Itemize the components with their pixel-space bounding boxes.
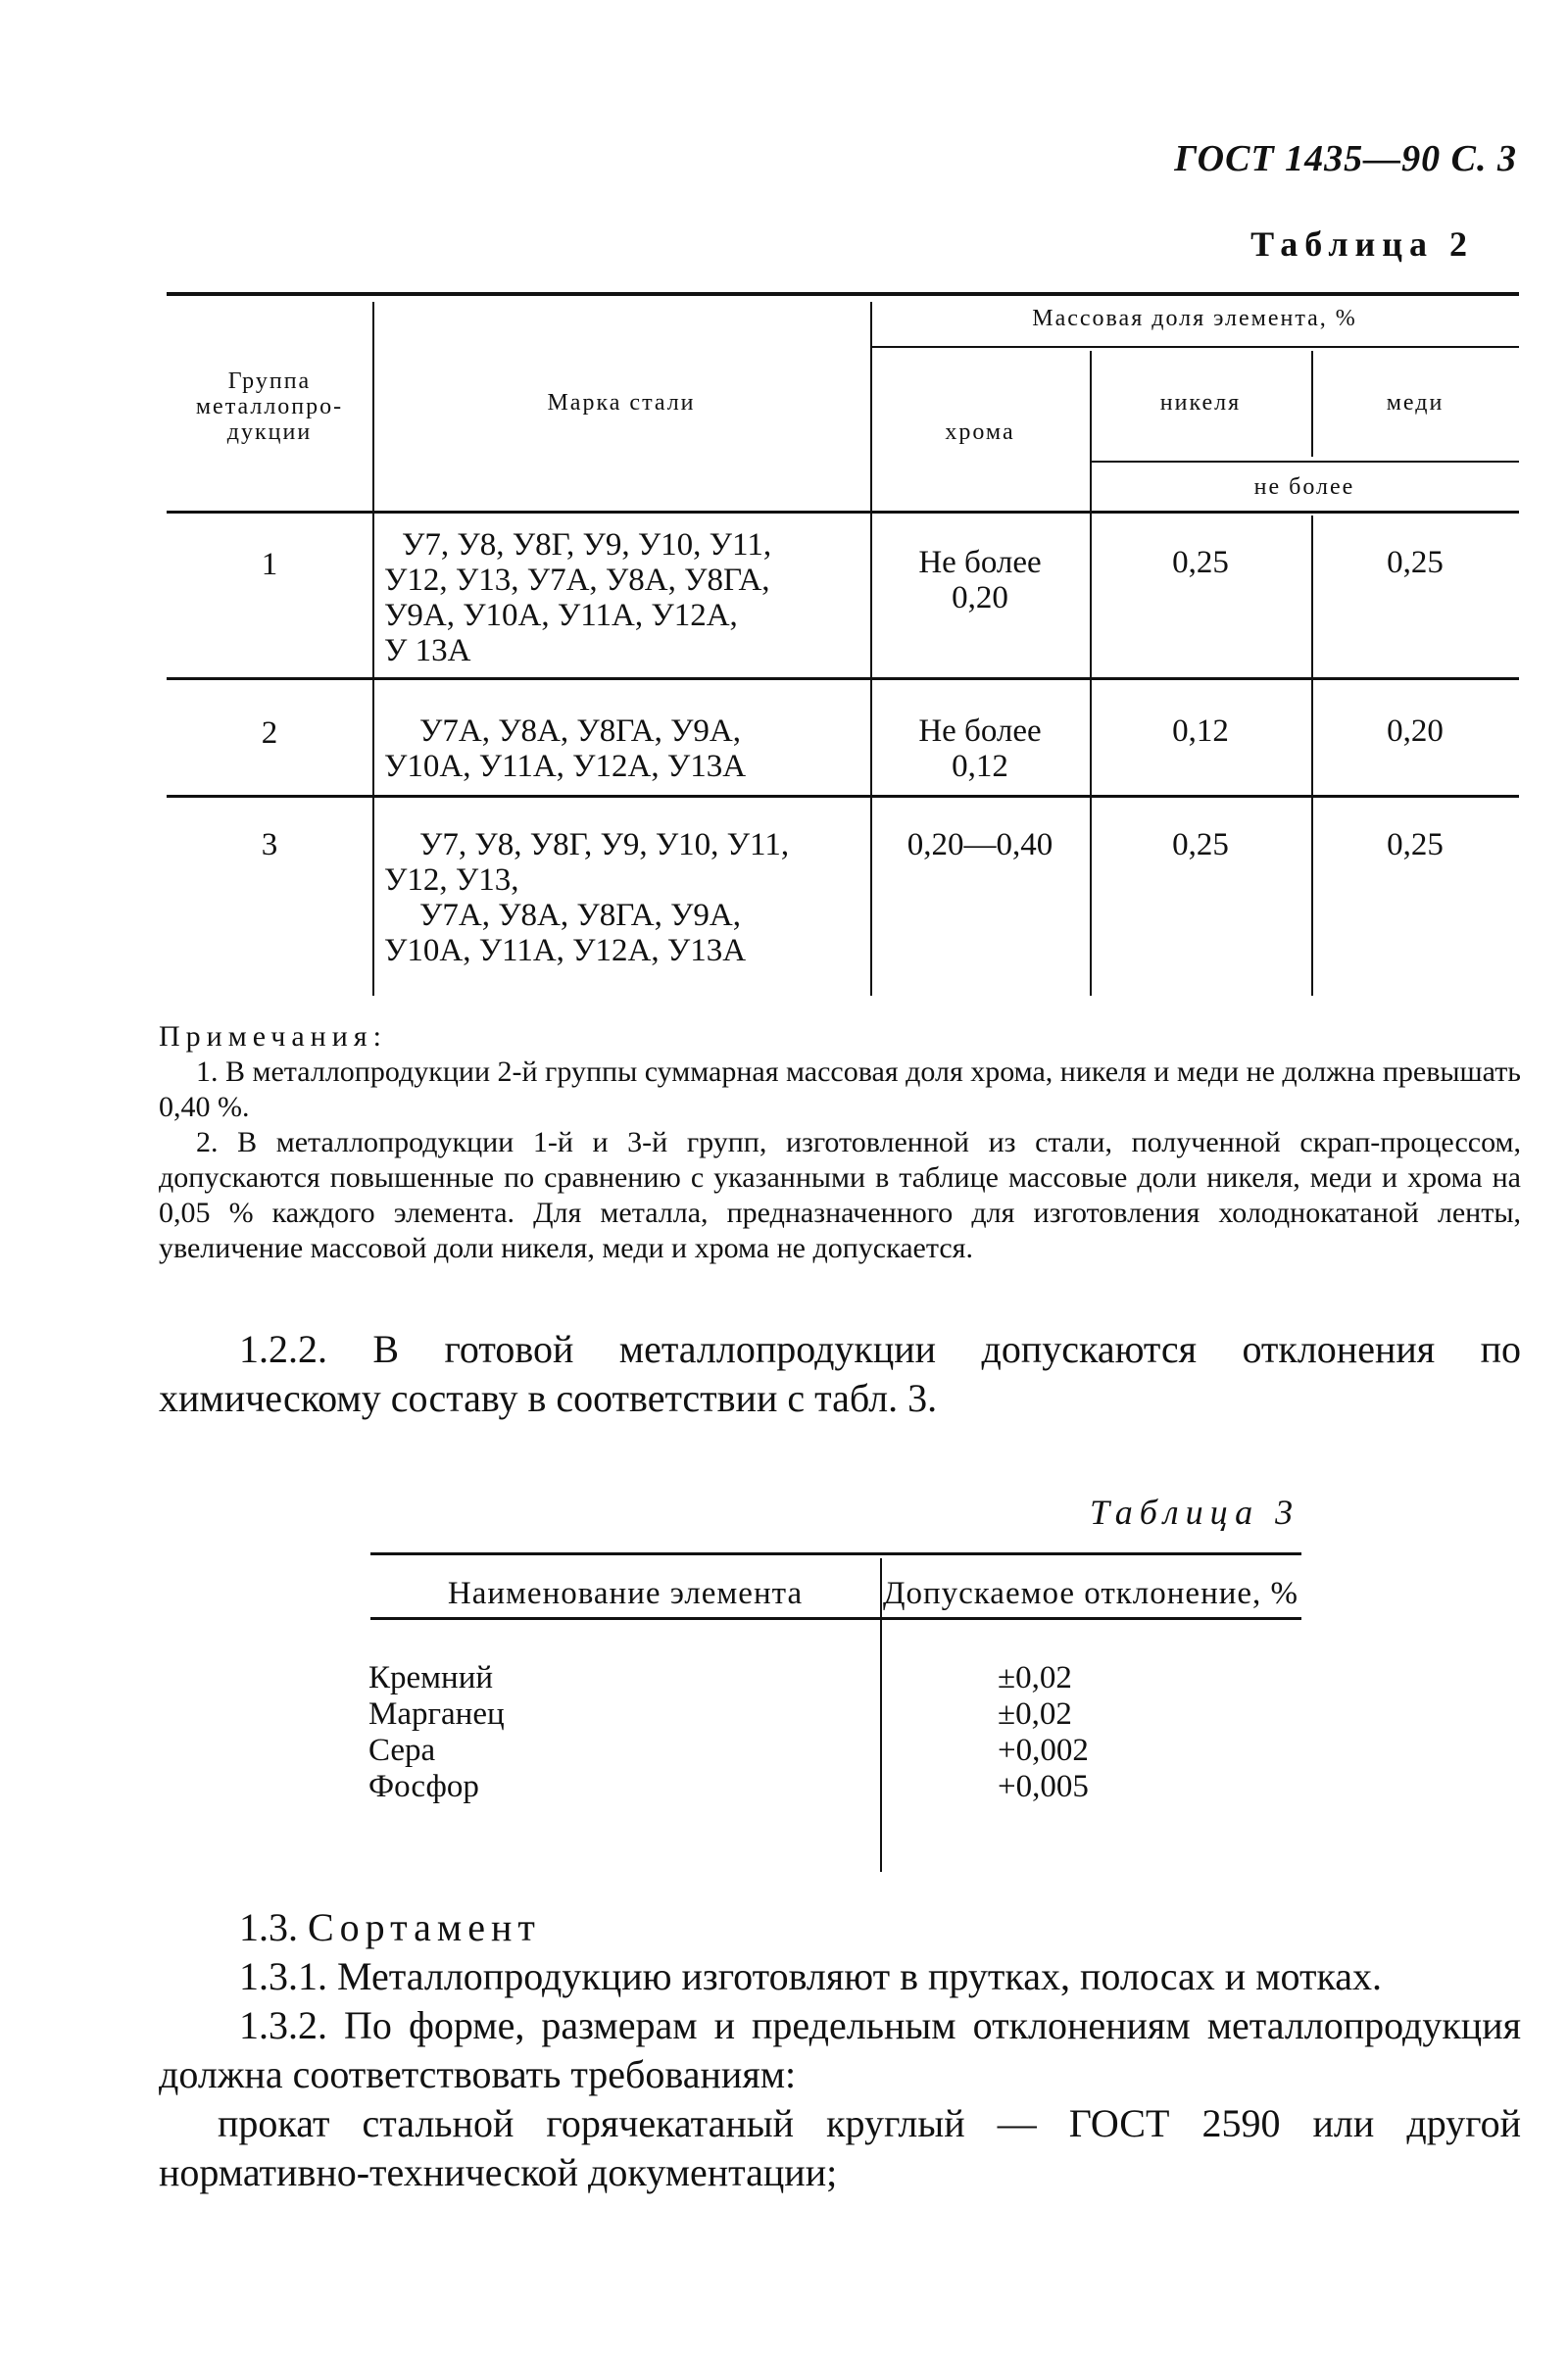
- row2-grades: У7А, У8А, У8ГА, У9А, У10А, У11А, У12А, У13А: [384, 713, 747, 784]
- table3: [370, 1552, 1301, 1876]
- row3-nickel: 0,25: [1172, 827, 1229, 862]
- table2-caption: Таблица 2: [1250, 224, 1474, 264]
- header-grade: Марка стали: [547, 390, 696, 416]
- paragraph-1-2-2: 1.2.2. В готовой металлопродукции допускаются отклонения по химическому составу в соответствии с табл. 3.: [159, 1327, 1521, 1420]
- row3-copper: 0,25: [1387, 827, 1444, 862]
- section-1-3: [159, 1903, 1521, 2197]
- t3-header-deviation: Допускаемое отклонение, %: [882, 1576, 1299, 1611]
- header-nickel: никеля: [1159, 390, 1242, 416]
- paragraph-rolled: прокат стальной горячекатаный круглый — ГОСТ 2590 или другой нормативно-технической документации;: [159, 2101, 1521, 2194]
- header-copper: меди: [1386, 390, 1445, 416]
- row2-group: 2: [261, 715, 278, 751]
- row3-grades: У7, У8, У8Г, У9, У10, У11, У12, У13, У7А, У8А, У8ГА, У9А, У10А, У11А, У12А, У13А: [384, 827, 790, 968]
- row3-chromium: 0,20—0,40: [906, 827, 1054, 862]
- header-group: Группа металлопро- дукции: [195, 368, 344, 445]
- row2-chromium: Не более 0,12: [918, 713, 1042, 784]
- t3-header-element: Наименование элемента: [447, 1576, 804, 1611]
- row2-nickel: 0,12: [1172, 713, 1229, 749]
- paragraph-1-3-2: 1.3.2. По форме, размерам и предельным отклонениям металлопродукция должна соответствовать требованиям:: [159, 2003, 1521, 2096]
- table2: [167, 292, 1519, 996]
- row1-grades: У7, У8, У8Г, У9, У10, У11, У12, У13, У7А, У8А, У8ГА, У9А, У10А, У11А, У12А, У 13А: [384, 527, 772, 668]
- header-chromium: хрома: [945, 419, 1015, 445]
- row1-group: 1: [261, 547, 278, 582]
- notes-title: Примечания:: [159, 1020, 387, 1053]
- page-header: ГОСТ 1435—90 С. 3: [1174, 138, 1517, 179]
- t3-deviations: ±0,02 ±0,02 +0,002 +0,005: [998, 1660, 1089, 1804]
- header-max: не более: [1253, 474, 1355, 500]
- note-1: 1. В металлопродукции 2-й группы суммарная массовая доля хрома, никеля и меди не должна превышать 0,40 %.: [159, 1056, 1521, 1123]
- row2-copper: 0,20: [1387, 713, 1444, 749]
- row1-copper: 0,25: [1387, 545, 1444, 580]
- header-mass-fraction: Массовая доля элемента, %: [1032, 306, 1357, 331]
- section-title: Сортамент: [308, 1905, 541, 1949]
- t3-elements: Кремний Марганец Сера Фосфор: [368, 1660, 505, 1804]
- note-2: 2. В металлопродукции 1-й и 3-й групп, изготовленной из стали, полученной скрап-процессом, допускаются повышенные по сравнению с указанными в таблице массовые доли никеля, меди и хрома на 0,05 % каждого элемента. Для металла, предназначенного для изготовления холоднокатаной ленты, увеличение массовой доли никеля, меди и хрома не допускается.: [159, 1126, 1521, 1264]
- table3-caption: Таблица 3: [1090, 1493, 1300, 1532]
- row1-nickel: 0,25: [1172, 545, 1229, 580]
- paragraph-1-3-1: 1.3.1. Металлопродукцию изготовляют в прутках, полосах и мотках.: [239, 1954, 1383, 1998]
- notes: [159, 1019, 1521, 1266]
- section-number: 1.3.: [239, 1905, 298, 1949]
- row3-group: 3: [261, 827, 278, 862]
- row1-chromium: Не более 0,20: [918, 545, 1042, 615]
